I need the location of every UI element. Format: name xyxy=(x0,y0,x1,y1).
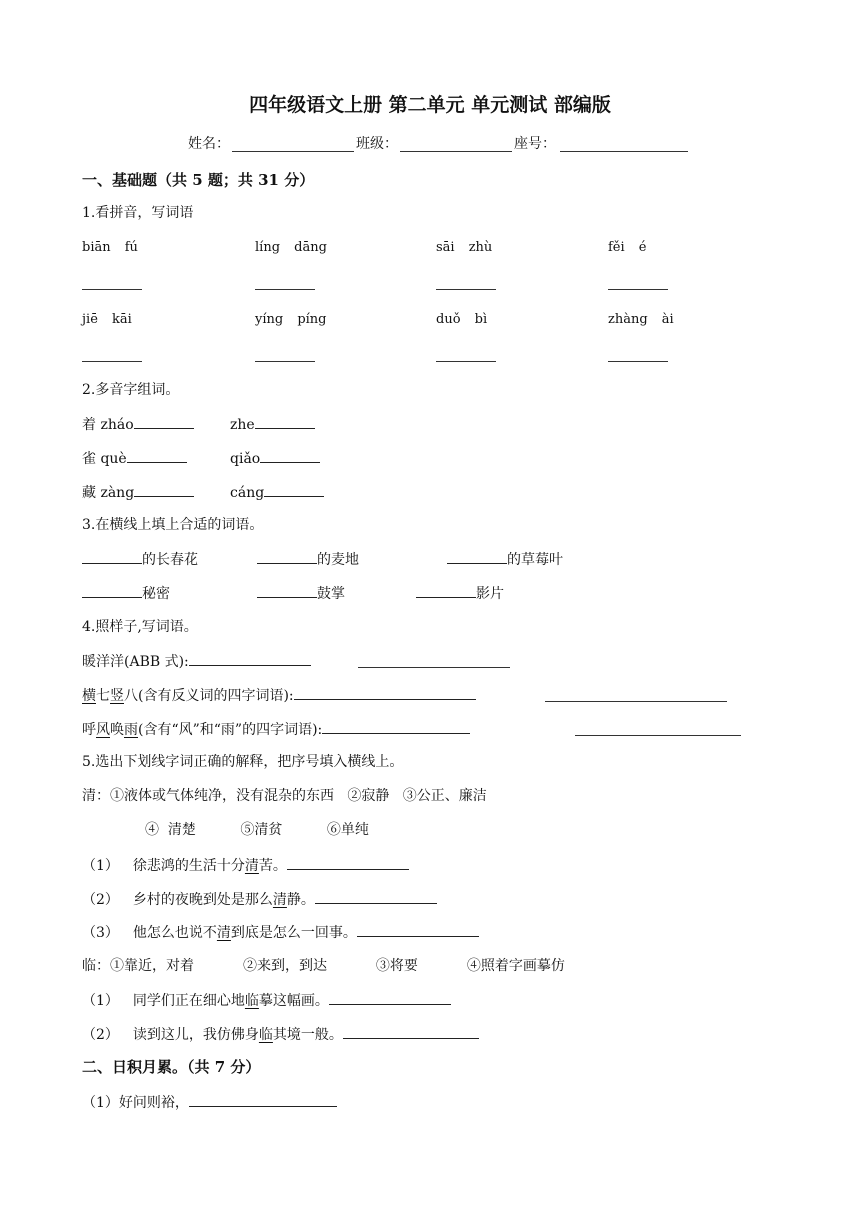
lin-item xyxy=(82,1024,479,1045)
q4-row3-char: 呼 xyxy=(82,722,96,738)
answer-blank[interactable] xyxy=(416,583,476,598)
q3-item xyxy=(257,549,359,570)
answer-blank[interactable] xyxy=(447,549,507,564)
sentence-text: 苦。 xyxy=(258,858,287,874)
q3-item xyxy=(447,549,563,570)
pinyin-6: yíng píng xyxy=(255,312,327,327)
q1-prompt: 1.看拼音，写词语 xyxy=(82,205,194,221)
page-title: 四年级语文上册 第二单元 单元测试 部编版 xyxy=(249,94,611,116)
answer-blank[interactable] xyxy=(260,448,320,463)
answer-blank[interactable] xyxy=(134,482,194,497)
qing-definitions-cont: ④ 清楚 ⑤清贫 ⑥单纯 xyxy=(145,822,369,838)
answer-blank[interactable] xyxy=(315,889,437,904)
name-label: 姓名： xyxy=(188,136,230,152)
class-field-blank[interactable] xyxy=(400,151,512,152)
item-number: （3） xyxy=(82,925,119,941)
q3-item xyxy=(416,583,504,604)
answer-blank[interactable] xyxy=(608,289,668,290)
answer-blank[interactable] xyxy=(294,685,476,700)
answer-blank[interactable] xyxy=(82,583,142,598)
pinyin-1: biān fú xyxy=(82,240,138,255)
underlined-char: 清 xyxy=(272,892,287,908)
qing-definitions: 清：①液体或气体纯净，没有混杂的东西 ②寂静 ③公正、廉洁 xyxy=(82,788,487,804)
answer-blank[interactable] xyxy=(357,922,479,937)
q4-row2-label: 八(含有反义词的四字词语): xyxy=(124,688,294,704)
underlined-char: 临 xyxy=(258,1027,273,1043)
answer-blank[interactable] xyxy=(545,701,727,702)
q3-item xyxy=(257,583,345,604)
sentence-text: 同学们正在细心地 xyxy=(132,993,245,1009)
q3-item-text: 的草莓叶 xyxy=(507,552,563,568)
q3-item-text: 影片 xyxy=(476,586,504,602)
underlined-char: 风 xyxy=(96,722,110,738)
q4-row1 xyxy=(82,651,311,672)
answer-blank[interactable] xyxy=(358,667,510,668)
polyphone-label: zhe xyxy=(230,417,255,433)
answer-blank[interactable] xyxy=(82,361,142,362)
answer-blank[interactable] xyxy=(255,289,315,290)
answer-blank[interactable] xyxy=(436,289,496,290)
q3-item xyxy=(82,549,198,570)
q3-item-text: 的麦地 xyxy=(317,552,359,568)
pinyin-5: jiē kāi xyxy=(82,312,132,327)
answer-blank[interactable] xyxy=(264,482,324,497)
polyphone-label: cáng xyxy=(230,485,265,501)
pinyin-4: fěi é xyxy=(608,240,647,255)
q4-prompt: 4.照样子,写词语。 xyxy=(82,619,198,635)
q5-prompt: 5.选出下划线字词正确的解释，把序号填入横线上。 xyxy=(82,754,404,770)
underlined-char: 横 xyxy=(82,688,96,704)
q3-item-text: 的长春花 xyxy=(142,552,198,568)
qing-item xyxy=(82,922,479,943)
answer-blank[interactable] xyxy=(287,855,409,870)
sentence-text: 其境一般。 xyxy=(272,1027,343,1043)
pinyin-8: zhàng ài xyxy=(608,312,674,327)
answer-blank[interactable] xyxy=(322,719,470,734)
underlined-char: 竖 xyxy=(110,688,124,704)
answer-blank[interactable] xyxy=(255,361,315,362)
q2-row1-b xyxy=(230,414,315,435)
qing-item xyxy=(82,889,437,910)
answer-blank[interactable] xyxy=(575,735,741,736)
qing-item xyxy=(82,855,409,876)
answer-blank[interactable] xyxy=(82,289,142,290)
section2-heading: 二、日积月累。（共 7 分） xyxy=(82,1058,261,1076)
sentence-text: 摹这幅画。 xyxy=(258,993,329,1009)
sentence-text: 读到这儿，我仿佛身 xyxy=(132,1027,259,1043)
answer-blank[interactable] xyxy=(134,414,194,429)
answer-blank[interactable] xyxy=(608,361,668,362)
section2-item xyxy=(82,1092,337,1113)
q4-row3-char: 唤 xyxy=(110,722,124,738)
answer-blank[interactable] xyxy=(82,549,142,564)
name-field-blank[interactable] xyxy=(232,151,354,152)
underlined-char: 清 xyxy=(244,858,259,874)
answer-blank[interactable] xyxy=(329,990,451,1005)
pinyin-2: líng dāng xyxy=(255,240,327,255)
underlined-char: 临 xyxy=(244,993,259,1009)
answer-blank[interactable] xyxy=(257,583,317,598)
q2-row3-b xyxy=(230,482,324,503)
q2-prompt: 2.多音字组词。 xyxy=(82,382,180,398)
class-label: 班级： xyxy=(356,136,398,152)
seat-field-blank[interactable] xyxy=(560,151,688,152)
lin-item xyxy=(82,990,451,1011)
q2-row2-b xyxy=(230,448,320,469)
pinyin-3: sāi zhù xyxy=(436,240,493,255)
q2-row2-a xyxy=(82,448,187,469)
polyphone-label: 雀 què xyxy=(82,451,127,467)
underlined-char: 清 xyxy=(216,925,231,941)
item-number: （1） xyxy=(82,858,119,874)
polyphone-label: 藏 zàng xyxy=(82,485,135,501)
q2-row1-a xyxy=(82,414,194,435)
polyphone-label: 着 zháo xyxy=(82,417,134,433)
seat-label: 座号： xyxy=(514,136,556,152)
sentence-text: （1）好问则裕， xyxy=(82,1095,189,1111)
q4-row3-label: (含有“风”和“雨”的四字词语): xyxy=(138,722,323,738)
underlined-char: 雨 xyxy=(124,722,138,738)
q4-row2-char: 七 xyxy=(96,688,110,704)
q4-row1-label: 暖洋洋(ABB 式): xyxy=(82,654,189,670)
answer-blank[interactable] xyxy=(436,361,496,362)
item-number: （2） xyxy=(82,892,119,908)
q3-prompt: 3.在横线上填上合适的词语。 xyxy=(82,517,264,533)
answer-blank[interactable] xyxy=(257,549,317,564)
answer-blank[interactable] xyxy=(127,448,187,463)
q4-row3 xyxy=(82,719,470,740)
answer-blank[interactable] xyxy=(189,1092,337,1107)
q2-row3-a xyxy=(82,482,194,503)
section1-heading: 一、基础题（共 5 题；共 31 分） xyxy=(82,171,315,189)
q3-item xyxy=(82,583,170,604)
answer-blank[interactable] xyxy=(343,1024,479,1039)
q4-row2 xyxy=(82,685,476,706)
polyphone-label: qiǎo xyxy=(230,451,261,467)
sentence-text: 乡村的夜晚到处是那么 xyxy=(132,892,273,908)
q3-item-text: 秘密 xyxy=(142,586,170,602)
answer-blank[interactable] xyxy=(189,651,311,666)
item-number: （2） xyxy=(82,1027,119,1043)
sentence-text: 他怎么也说不 xyxy=(132,925,217,941)
item-number: （1） xyxy=(82,993,119,1009)
pinyin-7: duǒ bì xyxy=(436,312,488,327)
q3-item-text: 鼓掌 xyxy=(317,586,345,602)
answer-blank[interactable] xyxy=(255,414,315,429)
sentence-text: 徐悲鸿的生活十分 xyxy=(132,858,245,874)
sentence-text: 静。 xyxy=(286,892,315,908)
lin-definitions: 临：①靠近，对着 ②来到，到达 ③将要 ④照着字画摹仿 xyxy=(82,958,565,974)
sentence-text: 到底是怎么一回事。 xyxy=(230,925,357,941)
